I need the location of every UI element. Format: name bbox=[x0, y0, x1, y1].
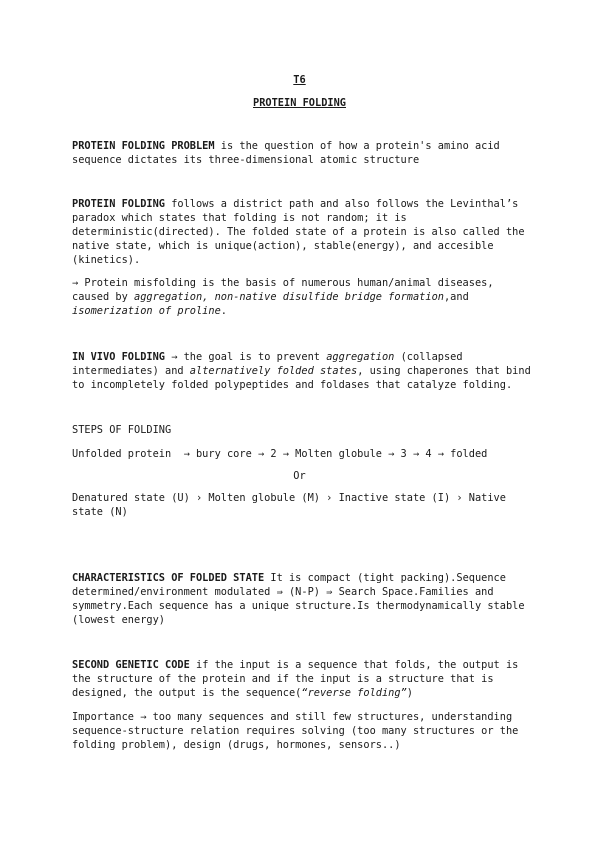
term-folding-problem: PROTEIN FOLDING PROBLEM bbox=[72, 140, 215, 152]
paragraph-in-vivo-folding: IN VIVO FOLDING → the goal is to prevent aggregation (collapsed intermediates) and alternatively folded states, using chaperones that bind to incompletely folded polypeptides and foldases that catalyze folding. bbox=[72, 351, 531, 391]
steps-sequence: Unfolded protein → bury core → 2 → Molten globule → 3 → 4 → folded bbox=[72, 448, 488, 460]
term-protein-folding: PROTEIN FOLDING bbox=[72, 198, 165, 210]
steps-or-label: Or bbox=[293, 470, 306, 482]
steps-heading: STEPS OF FOLDING bbox=[72, 424, 172, 436]
term-second-genetic-code: SECOND GENETIC CODE bbox=[72, 659, 190, 671]
paragraph-second-genetic-code: SECOND GENETIC CODE if the input is a sequence that folds, the output is the structure of the protein and if the input is a structure that is designed, the output is the sequence(“reverse folding”) bbox=[72, 659, 519, 699]
paragraph-importance: Importance → too many sequences and still few structures, understanding sequence-structure relation requires solving (too many structures or the folding problem), design (drugs, hormones, sensors..) bbox=[72, 711, 519, 751]
term-characteristics: CHARACTERISTICS OF FOLDED STATE bbox=[72, 572, 265, 584]
document-title: PROTEIN FOLDING bbox=[253, 97, 346, 109]
document-code: T6 bbox=[293, 74, 306, 86]
steps-states: Denatured state (U) › Molten globule (M) › Inactive state (I) › Native state (N) bbox=[72, 492, 506, 518]
paragraph-characteristics: CHARACTERISTICS OF FOLDED STATE It is compact (tight packing).Sequence determined/environment modulated ⇛ (N-P) ⇛ Search Space.Families and symmetry.Each sequence has a unique structure.Is thermodynamically stable (lowest energy) bbox=[72, 572, 525, 626]
term-in-vivo-folding: IN VIVO FOLDING bbox=[72, 351, 165, 363]
paragraph-folding-problem: PROTEIN FOLDING PROBLEM is the question of how a protein's amino acid sequence dictates its three-dimensional atomic structure bbox=[72, 140, 500, 166]
paragraph-misfolding: → Protein misfolding is the basis of numerous human/animal diseases, caused by aggregation, non-native disulfide bridge formation,and isomerization of proline. bbox=[72, 277, 494, 317]
paragraph-folding-path: PROTEIN FOLDING follows a district path and also follows the Levinthal’s paradox which states that folding is not random; it is deterministic(directed). The folded state of a protein is also called the native state, which is unique(action), stable(energy), and accesible (kinetics). bbox=[72, 198, 525, 266]
